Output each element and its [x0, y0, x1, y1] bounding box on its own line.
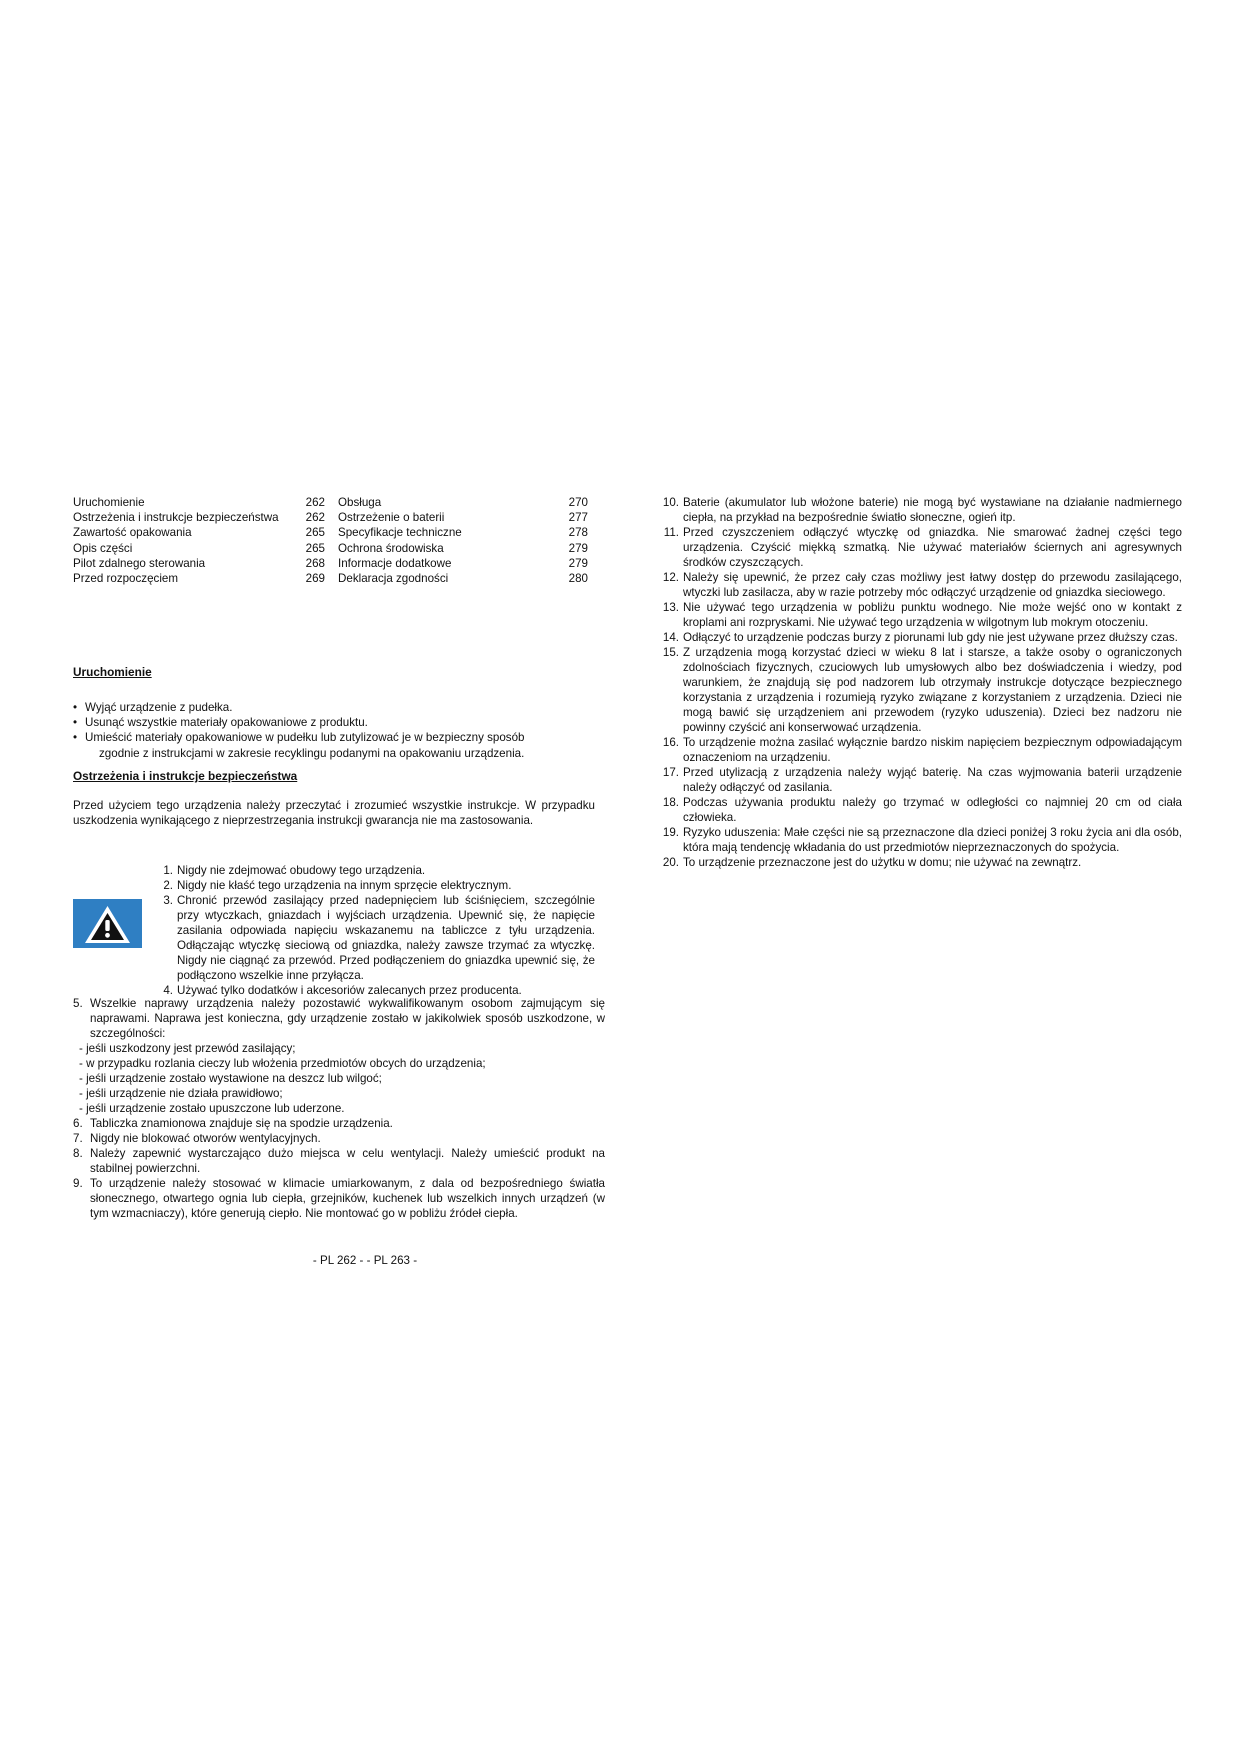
warning-list [155, 863, 595, 998]
toc-row[interactable]: Uruchomienie 262 [73, 496, 325, 509]
list-item-continuation: zgodnie z instrukcjami w zakresie recyklingu podanymi na opakowaniu urządzenia. [99, 746, 525, 760]
list-item: 20. To urządzenie przeznaczone jest do użytku w domu; nie używać na zewnątrz. [662, 856, 1082, 869]
list-item: • Wyjąć urządzenie z pudełka. [73, 701, 233, 714]
sub-item: - w przypadku rozlania cieczy lub włożenia przedmiotów obcych do urządzenia; [79, 1057, 486, 1070]
startup-heading: Uruchomienie [73, 665, 152, 679]
toc-row[interactable]: Deklaracja zgodności 280 [338, 572, 588, 586]
list-item: • Umieścić materiały opakowaniowe w pudełku lub zutylizować je w bezpieczny sposób [73, 731, 525, 745]
sub-item: - jeśli urządzenie zostało wystawione na deszcz lub wilgoć; [79, 1072, 382, 1085]
toc-row[interactable]: Pilot zdalnego sterowania 268 [73, 556, 325, 570]
warning-icon-box [73, 899, 142, 948]
list-item: 13. Nie używać tego urządzenia w pobliżu punktu wodnego. Nie może wejść ono w kontakt z kroplami ani rozpryskami. Nie używać tego urządzenia w wilgotnym lub mokrym otoczeniu. [662, 601, 1182, 629]
list-item: 12. Należy się upewnić, że przez cały czas możliwy jest łatwy dostęp do przewodu zasilającego, wtyczki lub zasilacza, aby w razie potrzeby móc odłączyć urządzenie od gniazdka sieciowego. [662, 571, 1182, 599]
toc-row[interactable]: Ostrzeżenie o baterii 277 [338, 511, 588, 525]
sub-item: - jeśli urządzenie zostało upuszczone lub uderzone. [79, 1102, 345, 1115]
list-item: 10. Baterie (akumulator lub włożone baterie) nie mogą być wystawiane na działanie nadmiernego ciepła, na przykład na bezpośrednie światło słoneczne, ogień itp. [662, 496, 1182, 524]
toc-right [338, 495, 588, 586]
safety-list-right [652, 495, 1182, 870]
list-item: 1. Nigdy nie zdejmować obudowy tego urządzenia. [163, 864, 426, 877]
list-item: 2. Nigdy nie kłaść tego urządzenia na innym sprzęcie elektrycznym. [163, 879, 512, 892]
list-item: 8. Należy zapewnić wystarczająco dużo miejsca w celu wentylacji. Należy umieścić produkt na stabilnej powierzchni. [73, 1147, 605, 1175]
list-item: 6. Tabliczka znamionowa znajduje się na spodzie urządzenia. [73, 1117, 393, 1130]
toc-row[interactable]: Ochrona środowiska 279 [338, 541, 588, 555]
list-item: 3. Chronić przewód zasilający przed nadepnięciem lub ściśnięciem, szczególnie przy wtyczkach, gniazdach i wyjściach urządzenia. Upewnić się, że napięcie zasilania odpowiada napięciu wskazanemu na tabliczce z tyłu urządzenia. Odłączając wtyczkę sieciową od gniazdka, należy zawsze trzymać za wtyczkę. Nigdy nie ciągnąć za przewód. Przed podłączeniem do gniazdka upewnić się, że podłączono wszelkie inne przyłącza. [163, 894, 595, 982]
list-item: 9. To urządzenie należy stosować w klimacie umiarkowanym, z dala od bezpośredniego światła słonecznego, otwartego ognia lub ciepła, grzejników, kuchenek lub wszelkich innych urządzeń (w tym wzmacniaczy), które generują ciepło. Nie montować go w pobliżu źródeł ciepła. [73, 1177, 605, 1220]
list-item: 15. Z urządzenia mogą korzystać dzieci w wieku 8 lat i starsze, a także osoby o ograniczonych zdolnościach fizycznych, czuciowych lub umysłowych albo bez doświadczenia i wiedzy, pod warunkiem, że znajdują się pod nadzorem lub otrzymały instrukcje dotyczące bezpiecznego korzystania z urządzenia i rozumieją ryzyko związane z korzystaniem z urządzenia. Dzieci nie mogą bawić się urządzeniem ani przewodem (ryzyko uduszenia). Dzieci bez nadzoru nie powinny czyścić ani konserwować urządzenia. [662, 646, 1182, 734]
list-item: 14. Odłączyć to urządzenie podczas burzy z piorunami lub gdy nie jest używane przez dłuższy czas. [662, 631, 1178, 644]
toc-row[interactable]: Informacje dodatkowe 279 [338, 556, 588, 570]
toc-row[interactable]: Ostrzeżenia i instrukcje bezpieczeństwa 262 [73, 511, 325, 525]
startup-bullets [73, 700, 603, 761]
toc-row[interactable]: Obsługa 270 [338, 496, 588, 509]
warning-triangle-icon [73, 899, 142, 948]
list-item: • Usunąć wszystkie materiały opakowaniowe z produktu. [73, 716, 368, 730]
list-item: 7. Nigdy nie blokować otworów wentylacyjnych. [73, 1132, 321, 1145]
page-footer: - PL 262 - - PL 263 - [312, 1254, 418, 1267]
list-item: 11. Przed czyszczeniem odłączyć wtyczkę od gniazdka. Nie smarować żadnej części tego urządzenia. Czyścić miękką szmatką. Nie używać materiałów ściernych ani agresywnych środków czyszczących. [663, 526, 1182, 569]
list-item: 4. Używać tylko dodatków i akcesoriów zalecanych przez producenta. [163, 984, 522, 997]
list-item: 17. Przed utylizacją z urządzenia należy wyjąć baterię. Na czas wyjmowania baterii urządzenie należy odłączyć od zasilania. [662, 766, 1182, 794]
safety-heading: Ostrzeżenia i instrukcje bezpieczeństwa [73, 769, 298, 783]
list-item: 19. Ryzyko uduszenia: Małe części nie są przeznaczone dla dzieci poniżej 3 roku życia ani dla osób, która mają tendencję wkładania do ust przedmiotów nieprzeznaczonych do spożycia. [662, 826, 1182, 854]
toc-row[interactable]: Zawartość opakowania 265 [73, 526, 325, 540]
sub-item: - jeśli uszkodzony jest przewód zasilający; [79, 1042, 296, 1055]
toc-row[interactable]: Specyfikacje techniczne 278 [338, 526, 588, 540]
safety-intro: Przed użyciem tego urządzenia należy przeczytać i zrozumieć wszystkie instrukcje. W przypadku uszkodzenia wynikającego z nieprzestrzegania instrukcji gwarancja nie ma zastosowania. [73, 799, 595, 828]
list-item: 16. To urządzenie można zasilać wyłącznie bardzo niskim napięciem bezpiecznym odpowiadającym oznaczeniom na urządzeniu. [662, 736, 1182, 764]
toc-left [73, 495, 325, 586]
sub-item: - jeśli urządzenie nie działa prawidłowo; [79, 1087, 283, 1100]
safety-list-left [73, 996, 605, 1221]
list-item: 5. Wszelkie naprawy urządzenia należy pozostawić wykwalifikowanym osobom zajmującym się naprawami. Naprawa jest konieczna, gdy urządzenie zostało w jakikolwiek sposób uszkodzone, w szczególności: [73, 997, 605, 1040]
toc-row[interactable]: Opis części 265 [73, 541, 325, 555]
list-item: 18. Podczas używania produktu należy go trzymać w odległości co najmniej 20 cm od ciała człowieka. [662, 796, 1182, 824]
toc-row[interactable]: Przed rozpoczęciem 269 [73, 572, 325, 586]
